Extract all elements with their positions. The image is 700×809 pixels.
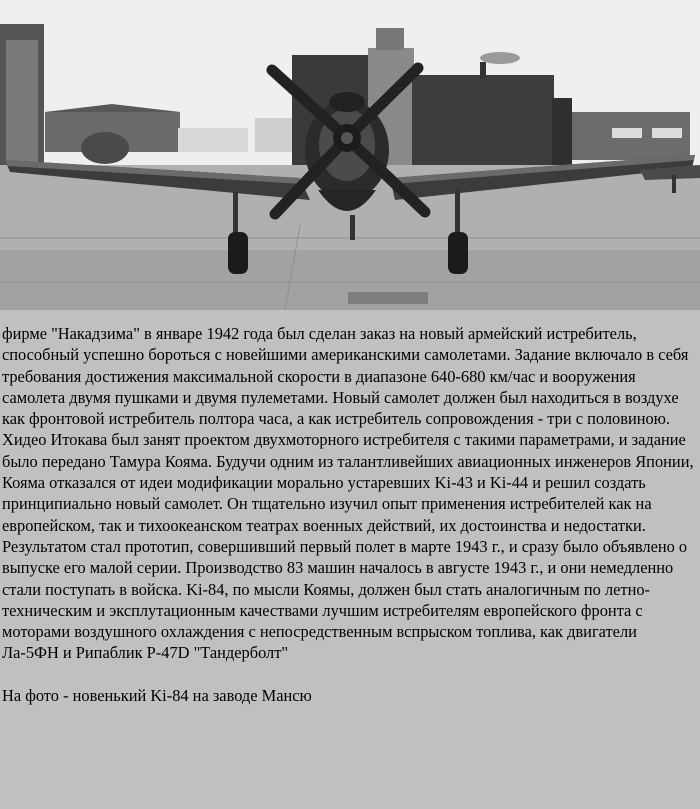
article-body — [0, 310, 700, 706]
photo-caption: На фото - новенький Ki-84 на заводе Мансю — [2, 685, 312, 705]
aircraft-photo-illustration — [0, 0, 700, 310]
article-paragraph: фирме "Накадзима" в январе 1942 года был сделан заказ на новый армейский истребитель, способный успешно бороться с новейшими американскими самолетами. Задание включало в себя требования достижения максимальной скорости в диапазоне 640-680 км/час и вооружения самолета двумя пушками и двумя пулеметами. Новый самолет должен был находиться в воздухе как фронтовой истребитель полтора часа, а как истребитель сопровождения - три с половиною. Хидео Итокава был занят проектом двухмоторного истребителя с такими параметрами, и задание было передано Тамура Кояма. Будучи одним из талантливейших авиационных инженеров Японии, Кояма отказался от идеи модификации морально устаревших Ki-43 и Ki-44 и решил создать принципиально новый самолет. Он тщательно изучил опыт применения истребителей как на европейском, так и тихоокеанском театрах военных действий, их достоинства и недостатки. Результатом стал прототип, совершивший первый полет в марте 1943 г., и сразу было объявлено о выпуске его малой серии. Производство 83 машин началось в августе 1943 г., и они немедленно стали поступать в войска. Ki-84, по мысли Коямы, должен был стать аналогичным по летно-техническим и эксплутационным качествами лучшим истребителям европейского фронта с моторами воздушного охлаждения с непосредственным вспрыском топлива, как двигатели Ла-5ФН и Рипаблик Р-47D "Тандерболт" — [2, 324, 694, 663]
aircraft-photo — [0, 0, 700, 310]
